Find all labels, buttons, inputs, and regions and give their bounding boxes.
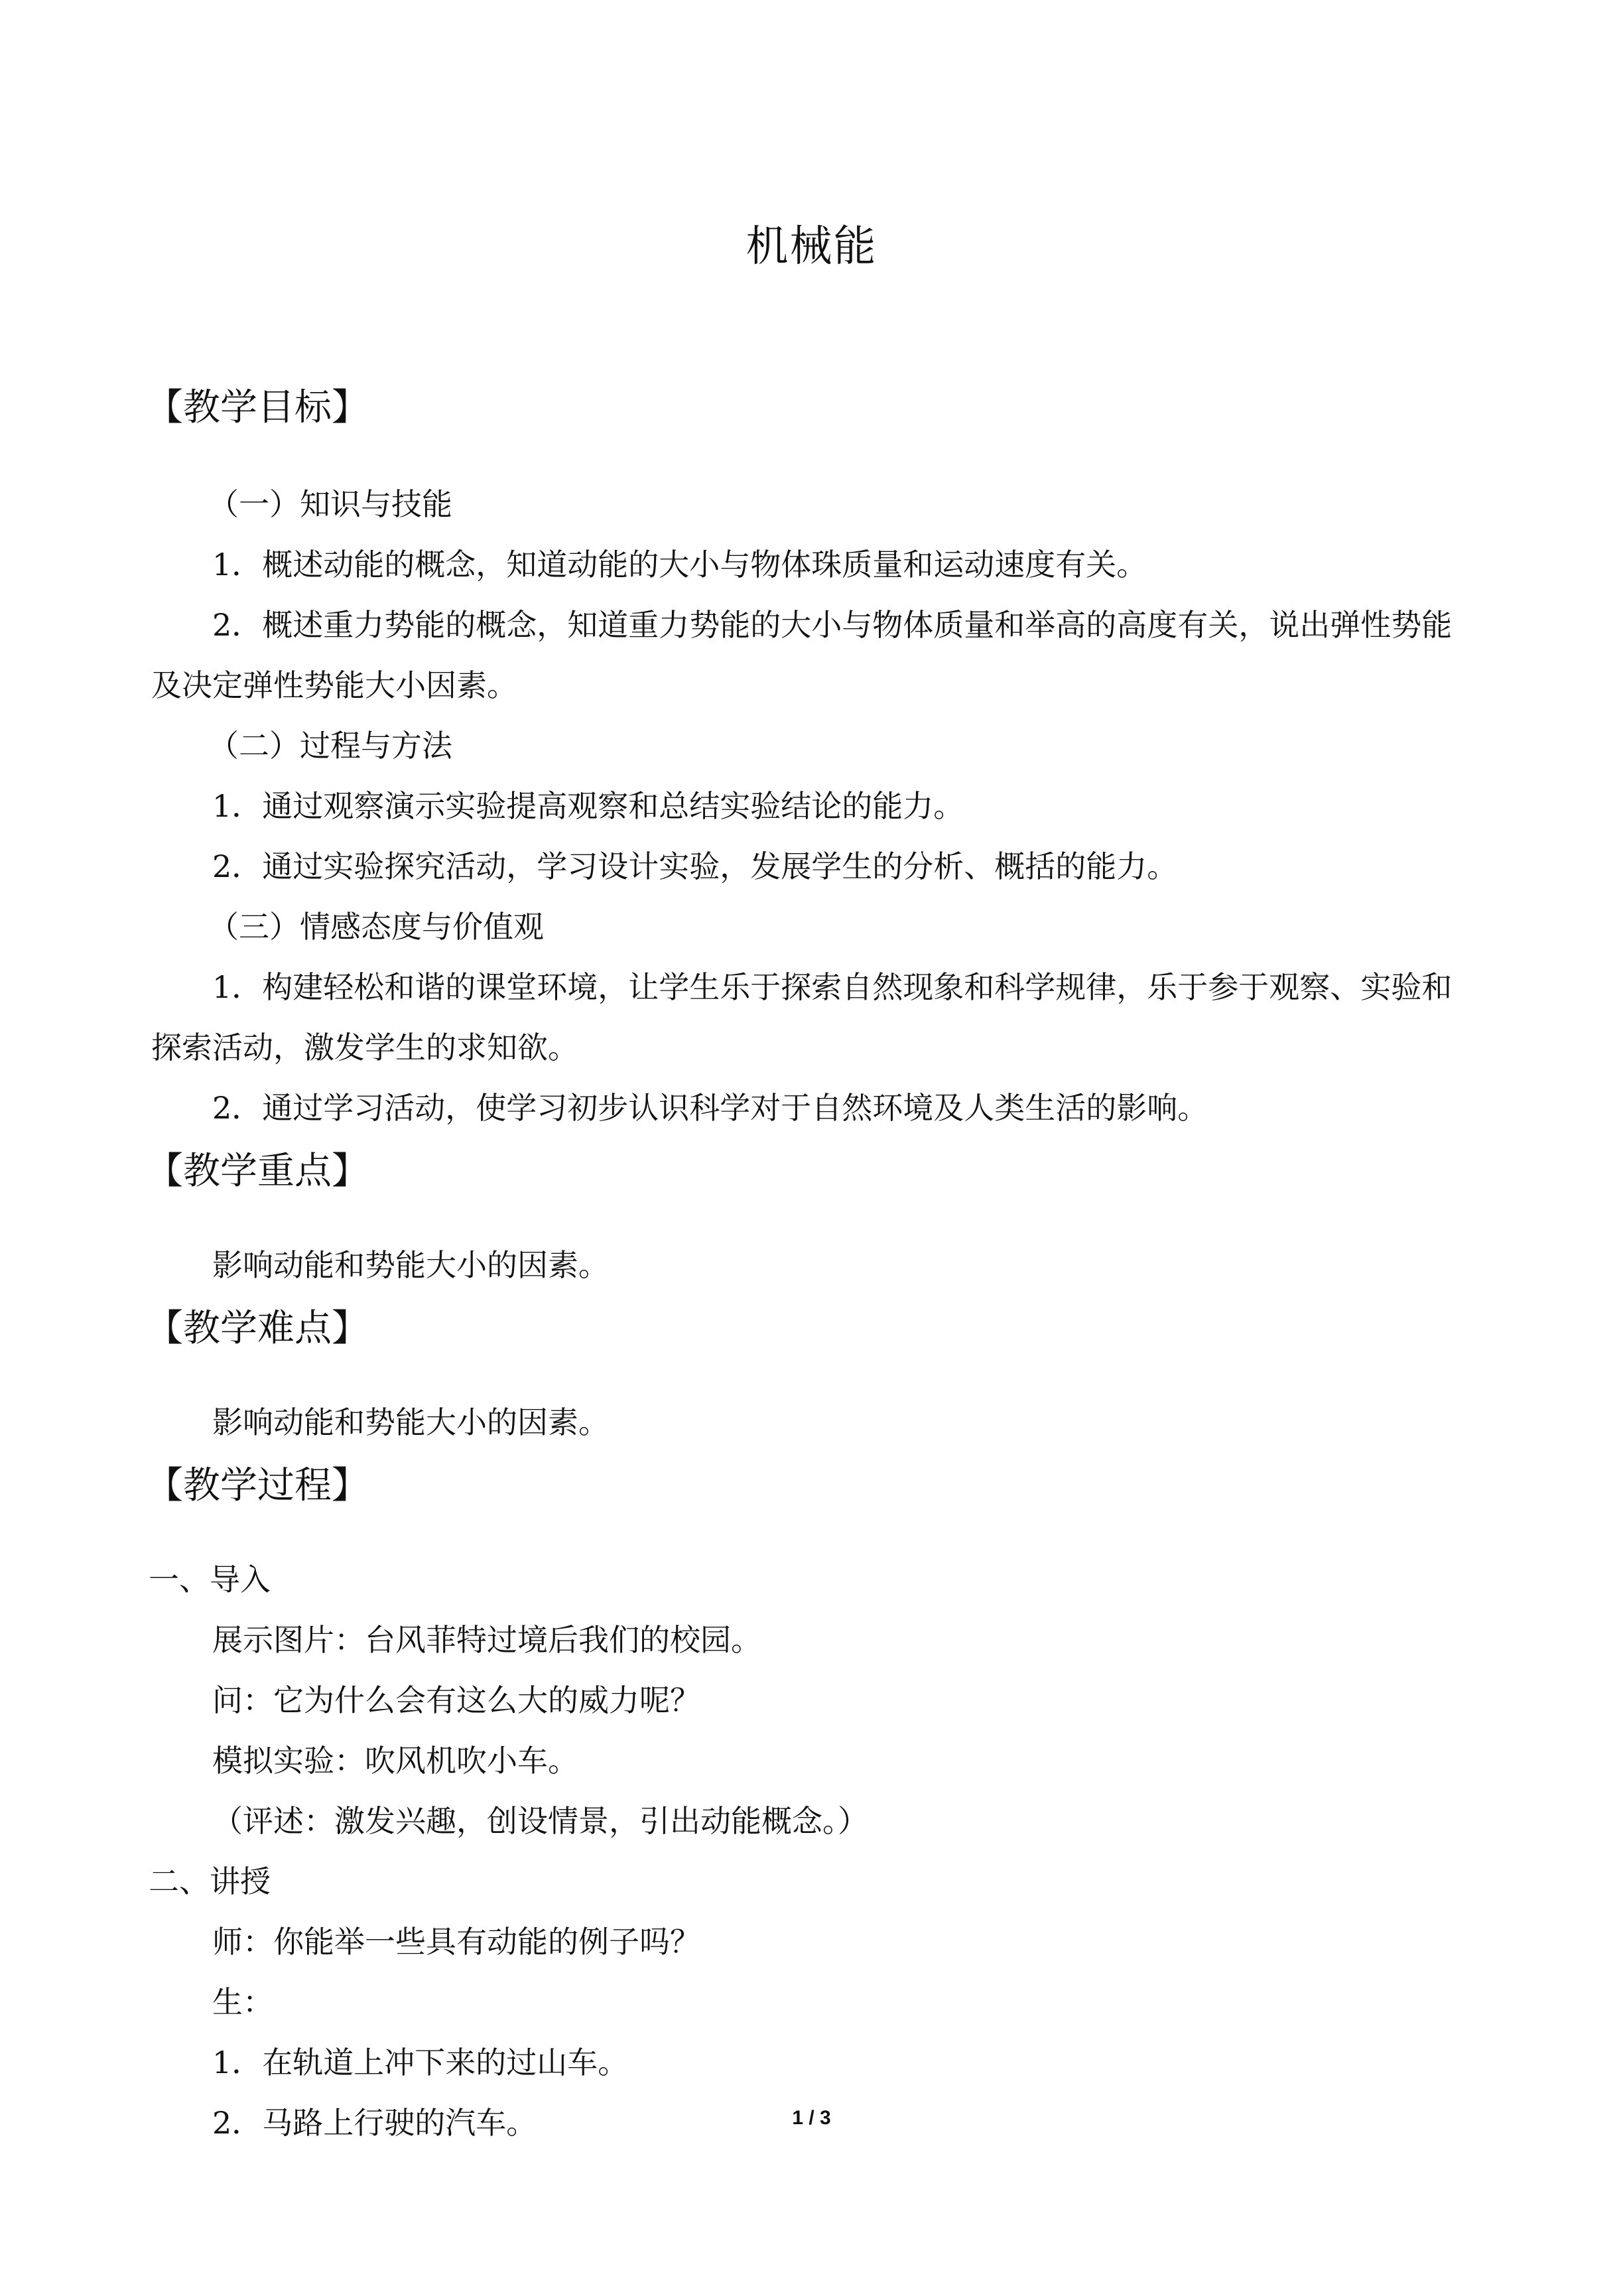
- subheading-process-method: （二）过程与方法: [208, 728, 452, 764]
- process-line: 模拟实验：吹风机吹小车。: [212, 1743, 578, 1779]
- process-part-intro-title: 一、导入: [149, 1562, 271, 1597]
- subheading-knowledge: （一）知识与技能: [208, 486, 452, 522]
- process-line: 生：: [212, 1984, 273, 2020]
- process-line: 1．在轨道上冲下来的过山车。: [212, 2045, 629, 2080]
- process-line: 展示图片：台风菲特过境后我们的校园。: [212, 1622, 761, 1658]
- heading-objectives: 【教学目标】: [146, 386, 369, 429]
- page-number: 1 / 3: [792, 2107, 831, 2129]
- objective-item: 2．概述重力势能的概念，知道重力势能的大小与物体质量和举高的高度有关，说出弹性势能及决定弹性势能大小因素。: [151, 607, 1453, 703]
- key-points-text: 影响动能和势能大小的因素。: [212, 1247, 609, 1283]
- heading-difficulties: 【教学难点】: [146, 1307, 369, 1350]
- process-part-teaching-title: 二、讲授: [149, 1863, 271, 1899]
- difficulties-text: 影响动能和势能大小的因素。: [212, 1404, 609, 1440]
- objective-item: 1．通过观察演示实验提高观察和总结实验结论的能力。: [212, 788, 964, 824]
- objective-item: 2．通过实验探究活动，学习设计实验，发展学生的分析、概括的能力。: [212, 848, 1178, 884]
- process-line: 2．马路上行驶的汽车。: [212, 2105, 537, 2141]
- document-body: [146, 381, 1478, 2153]
- objective-item: 2．通过学习活动，使学习初步认识科学对于自然环境及人类生活的影响。: [212, 1090, 1208, 1126]
- heading-key-points: 【教学重点】: [146, 1150, 369, 1193]
- objective-item: 1．构建轻松和谐的课堂环境，让学生乐于探索自然现象和科学规律，乐于参于观察、实验和探索活动，激发学生的求知欲。: [151, 969, 1453, 1065]
- process-line: 问：它为什么会有这么大的威力呢？: [212, 1682, 700, 1718]
- document-title: 机械能: [746, 222, 877, 271]
- heading-process: 【教学过程】: [146, 1464, 369, 1507]
- process-line: 师：你能举一些具有动能的例子吗？: [212, 1924, 700, 1960]
- subheading-attitude-values: （三）情感态度与价值观: [208, 909, 544, 945]
- process-line: （评述：激发兴趣，创设情景，引出动能概念。）: [212, 1803, 868, 1839]
- objective-item: 1．概述动能的概念，知道动能的大小与物体珠质量和运动速度有关。: [212, 547, 1147, 582]
